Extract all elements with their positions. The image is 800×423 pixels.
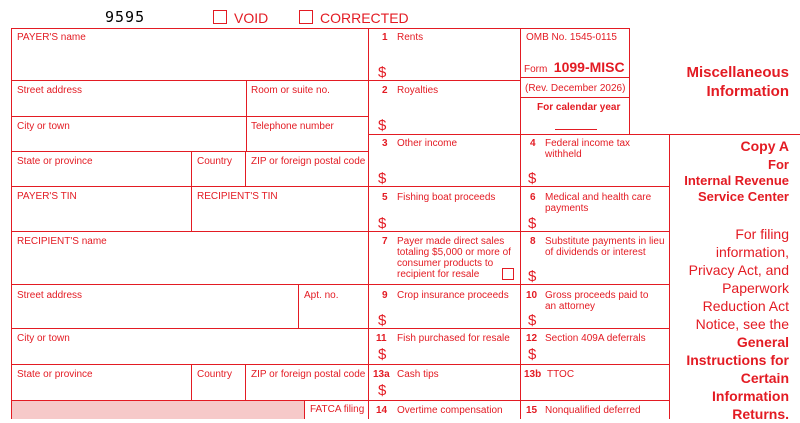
copy-a-for	[684, 157, 789, 205]
box1-number: 1	[382, 32, 388, 43]
box10-number: 10	[526, 290, 538, 301]
general-line-5: Returns.	[732, 406, 789, 422]
payer-tin-label: PAYER'S TIN	[17, 191, 77, 202]
box1-dollar: $	[378, 64, 387, 81]
box2-dollar: $	[378, 117, 387, 134]
form-name: 1099-MISC	[553, 59, 625, 75]
box4-number: 4	[530, 138, 536, 149]
revision-date: (Rev. December 2026)	[525, 83, 626, 94]
box9-number: 9	[382, 290, 388, 301]
form-code: 9595	[105, 8, 146, 26]
shaded-area	[12, 401, 304, 419]
box4-label: Federal income tax withheld	[545, 138, 631, 160]
recipient-city-label: City or town	[17, 333, 70, 344]
box3-dollar: $	[378, 170, 387, 187]
box7-number: 7	[382, 236, 388, 247]
box4-dollar: $	[528, 170, 537, 187]
recipient-street-label: Street address	[17, 290, 83, 301]
for-line-3: Service Center	[697, 189, 789, 204]
box8-number: 8	[530, 236, 536, 247]
box11-label: Fish purchased for resale	[397, 333, 510, 344]
payer-city-label: City or town	[17, 121, 70, 132]
recipient-name-label: RECIPIENT'S name	[17, 236, 107, 247]
void-label: VOID	[234, 10, 269, 26]
copy-a-label: Copy A	[740, 138, 789, 154]
title-line-2: Information	[706, 83, 789, 100]
form-number	[524, 59, 625, 77]
corrected-label: CORRECTED	[320, 10, 409, 26]
box6-label: Medical and health care payments	[545, 192, 652, 214]
box13b-number: 13b	[524, 369, 542, 380]
general-line-2: Instructions for	[686, 352, 789, 368]
box11-number: 11	[376, 333, 387, 344]
corrected-checkbox[interactable]	[299, 10, 313, 24]
box12-label: Section 409A deferrals	[545, 333, 646, 344]
box5-number: 5	[382, 192, 388, 203]
box8-label: Substitute payments in lieu of dividends or interest	[545, 236, 665, 258]
payer-name-label: PAYER'S name	[17, 32, 86, 43]
box10-label: Gross proceeds paid to an attorney	[545, 290, 649, 312]
box13a-dollar: $	[378, 382, 387, 399]
payer-state-label: State or province	[17, 156, 93, 167]
box13b-label: TTOC	[547, 369, 575, 380]
payer-room-label: Room or suite no.	[251, 85, 330, 96]
box3-number: 3	[382, 138, 388, 149]
omb-number: OMB No. 1545-0115	[526, 32, 617, 43]
box9-label: Crop insurance proceeds	[397, 290, 509, 301]
box15-number: 15	[526, 405, 538, 416]
box2-number: 2	[382, 85, 388, 96]
fatca-label: FATCA filing	[310, 404, 365, 415]
box12-number: 12	[526, 333, 538, 344]
filing-line-5: Reduction Act	[702, 298, 789, 314]
box9-dollar: $	[378, 312, 387, 329]
general-line-1: General	[736, 334, 789, 350]
general-line-3: Certain	[740, 370, 789, 386]
box2-label: Royalties	[397, 85, 439, 96]
filing-line-1: For filing	[735, 226, 789, 242]
for-line-2: Internal Revenue	[684, 173, 789, 188]
box5-label: Fishing boat proceeds	[397, 192, 496, 203]
filing-line-6: Notice, see the	[695, 316, 789, 332]
recipient-tin-label: RECIPIENT'S TIN	[197, 191, 278, 202]
box14-label: Overtime compensation	[397, 405, 503, 416]
box1-label: Rents	[397, 32, 424, 43]
filing-instructions	[686, 225, 789, 423]
box7-checkbox[interactable]	[502, 268, 514, 280]
box11-dollar: $	[378, 346, 387, 363]
calendar-year-label: For calendar year	[537, 102, 621, 113]
payer-zip-label: ZIP or foreign postal code	[251, 156, 366, 167]
recipient-apt-label: Apt. no.	[304, 290, 339, 301]
box6-number: 6	[530, 192, 536, 203]
payer-phone-label: Telephone number	[251, 121, 334, 132]
payer-country-label: Country	[197, 156, 233, 167]
box15-label: Nonqualified deferred	[545, 405, 641, 416]
box13a-number: 13a	[373, 369, 390, 380]
form-prefix: Form	[524, 64, 548, 75]
title-line-1: Miscellaneous	[686, 64, 789, 81]
box13a-label: Cash tips	[397, 369, 439, 380]
general-line-4: Information	[712, 388, 789, 404]
box14-number: 14	[376, 405, 388, 416]
payer-name-field[interactable]	[12, 44, 368, 80]
calendar-year-field[interactable]	[555, 113, 597, 129]
recipient-country-label: Country	[197, 369, 233, 380]
void-checkbox[interactable]	[213, 10, 227, 24]
form-title	[686, 63, 789, 101]
filing-line-3: Privacy Act, and	[688, 262, 789, 278]
recipient-zip-label: ZIP or foreign postal code	[251, 369, 366, 380]
recipient-state-label: State or province	[17, 369, 93, 380]
filing-line-4: Paperwork	[722, 280, 789, 296]
payer-street-label: Street address	[17, 85, 83, 96]
box12-dollar: $	[528, 346, 537, 363]
box3-label: Other income	[397, 138, 458, 149]
for-line-1: For	[768, 157, 789, 172]
box6-dollar: $	[528, 215, 537, 232]
box5-dollar: $	[378, 215, 387, 232]
box10-dollar: $	[528, 312, 537, 329]
box7-label: Payer made direct sales totaling $5,000 or more of consumer products to recipient for resale	[397, 236, 511, 280]
filing-line-2: information,	[715, 244, 789, 260]
box8-dollar: $	[528, 268, 537, 285]
